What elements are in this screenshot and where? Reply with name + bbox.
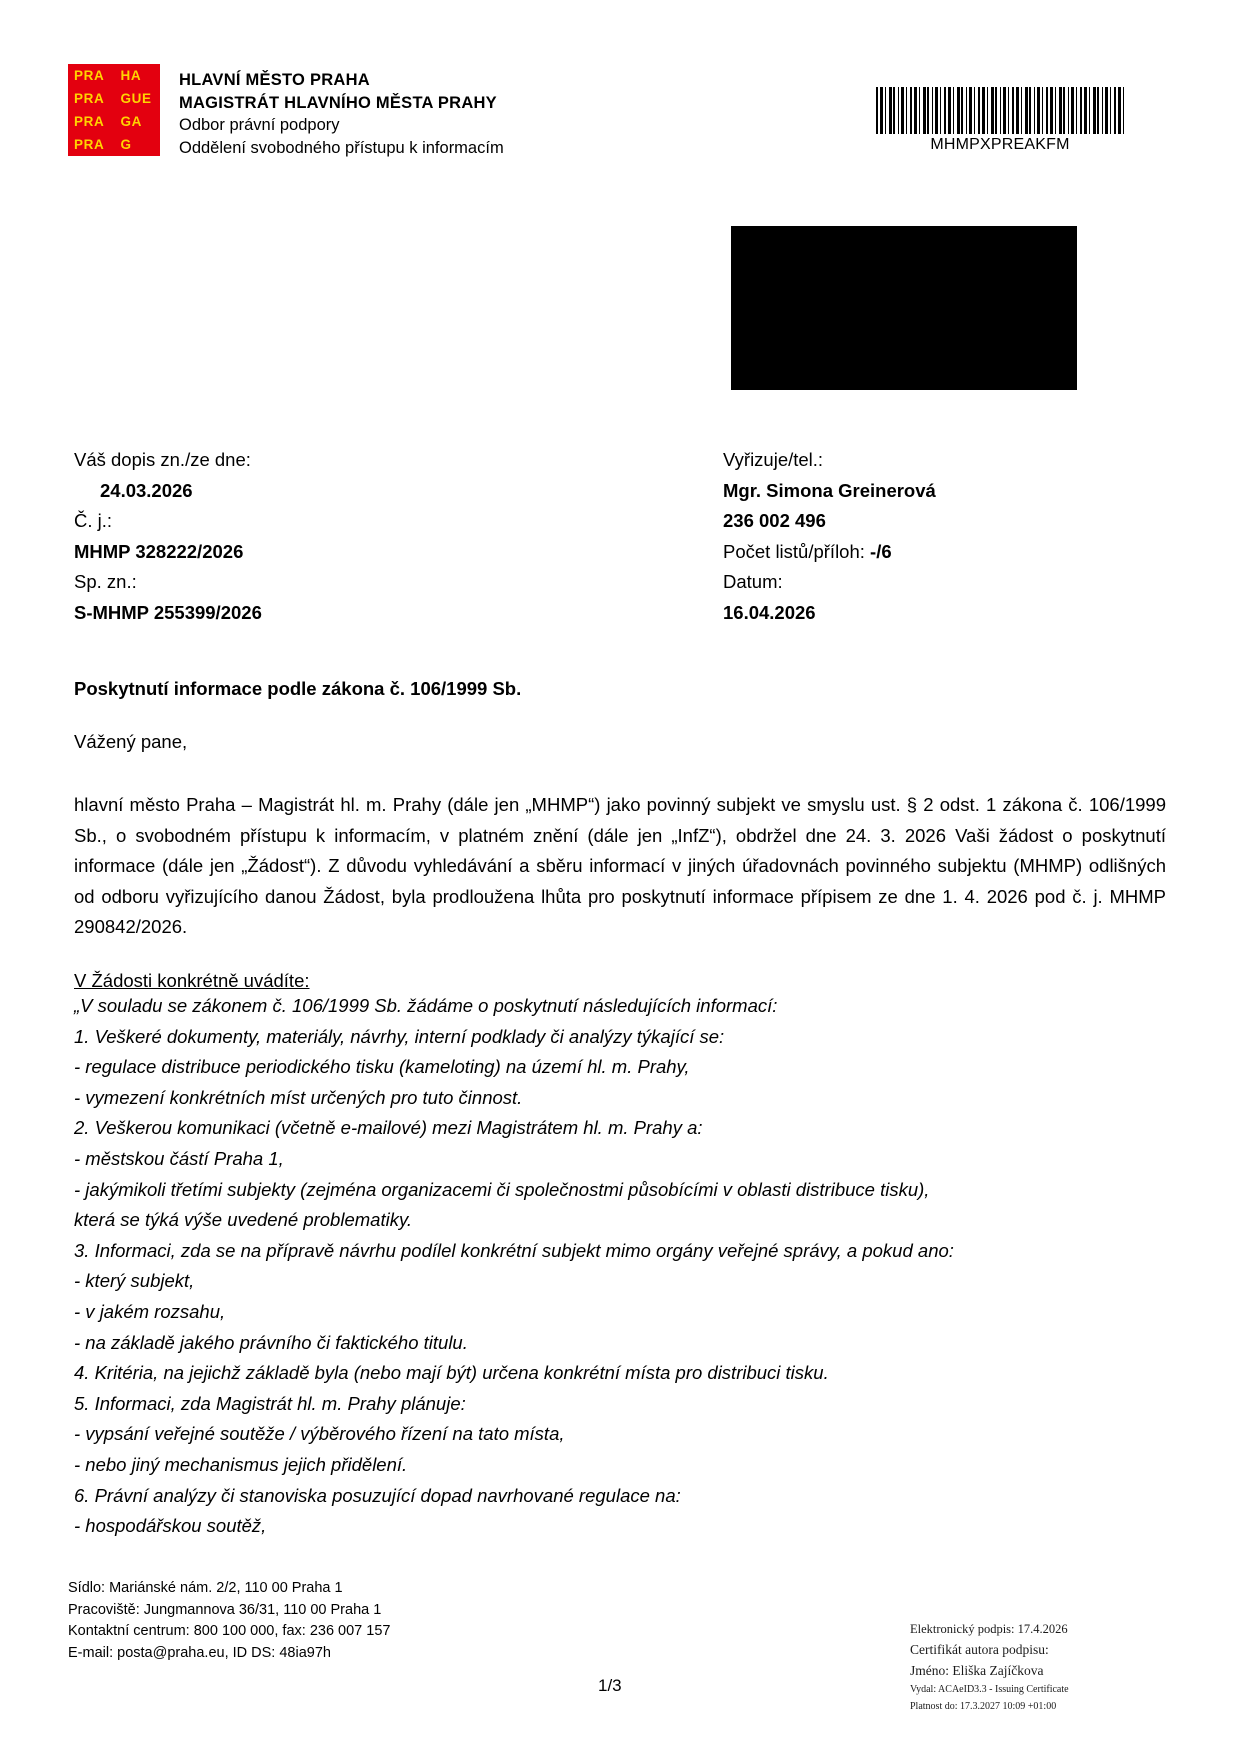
quote-line: - nebo jiný mechanismus jejich přidělení. [74,1453,408,1475]
logo-cell-ga: GA [116,110,161,133]
barcode-label: MHMPXPREAKFM [930,136,1070,153]
quote-line: - vypsání veřejné soutěže / výběrového řízení na tato místa, [74,1423,565,1445]
signature-certificate-label: Certifikát autora podpisu: [910,1642,1049,1657]
footer-contact-block [68,1578,390,1664]
org-line-authority: MAGISTRÁT HLAVNÍHO MĚSTA PRAHY [179,93,497,112]
sheet-count-value: -/6 [870,540,892,562]
quote-line: - regulace distribuce periodického tisku (kameloting) na území hl. m. Prahy, [74,1056,690,1078]
barcode-image [876,87,1124,134]
page-number: 1/3 [598,1676,622,1695]
signature-name: Jméno: Eliška Zajíčkova [910,1663,1044,1678]
date-value: 16.04.2026 [723,601,816,623]
handler-phone: 236 002 496 [723,510,826,531]
quote-line: - vymezení konkrétních míst určených pro tuto činnost. [74,1086,523,1108]
request-quote-heading: V Žádosti konkrétně uvádíte: [74,970,310,991]
signature-validity: Platnost do: 17.3.2027 10:09 +01:00 [910,1701,1057,1712]
footer-line-contact-centre: Kontaktní centrum: 800 100 000, fax: 236 007 157 [68,1623,391,1639]
quote-line: 1. Veškeré dokumenty, materiály, návrhy, interní podklady či analýzy týkající se: [74,1025,725,1047]
reference-block-left [74,445,494,628]
your-letter-label: Váš dopis zn./ze dne: [74,449,251,470]
handler-name: Mgr. Simona Greinerová [723,479,936,501]
barcode-block [876,87,1124,155]
quote-line: - hospodářskou soutěž, [74,1515,267,1537]
org-line-department: Odbor právní podpory [179,116,340,134]
letter-subject: Poskytnutí informace podle zákona č. 106/1999 Sb. [74,678,522,699]
signature-issuer: Vydal: ACAeID3.3 - Issuing Certificate [910,1684,1069,1695]
footer-line-seat: Sídlo: Mariánské nám. 2/2, 110 00 Praha 1 [68,1580,343,1596]
logo-cell-pra-3: PRA [74,114,105,129]
ref-number-label: Č. j.: [74,510,113,531]
letter-main-paragraph: hlavní město Praha – Magistrát hl. m. Prahy (dále jen „MHMP“) jako povinný subjekt ve smyslu ust. § 2 odst. 1 zákona č. 106/1999 Sb., o svobodném přístupu k informacím, v platném znění (dále jen „InfZ“), obdržel dne 24. 3. 2026 Vaši žádost o poskytnutí informace (dále jen „Žádost“). Z důvodu vyhledávání a sběru informací v jiných úřadovnách povinného subjektu (MHMP) odlišných od odboru vyřizujícího danou Žádost, byla prodloužena lhůta pro poskytnutí informace přípisem ze dne 1. 4. 2026 pod č. j. MHMP 290842/2026. [74,794,1166,937]
quote-line: 3. Informaci, zda se na přípravě návrhu podílel konkrétní subjekt mimo orgány veřejné správy, a pokud ano: [74,1239,954,1261]
quote-line: - který subjekt, [74,1270,195,1292]
quote-line: 6. Právní analýzy či stanoviska posuzující dopad navrhované regulace na: [74,1484,681,1506]
logo-cell-pra-2: PRA [74,91,105,106]
date-label: Datum: [723,571,783,592]
letterhead-header [68,64,504,159]
footer-line-email: E-mail: posta@praha.eu, ID DS: 48ia97h [68,1644,331,1661]
logo-cell-pra-1: PRA [74,68,105,83]
organization-block [179,64,504,159]
logo-cell-gue: GUE [116,87,161,110]
quote-line: - jakýmikoli třetími subjekty (zejména organizacemi či společnostmi působícími v oblasti distribuce tisku), [74,1178,930,1200]
logo-cell-g: G [116,133,161,156]
logo-cell-ha: HA [116,64,161,87]
quote-line: - v jakém rozsahu, [74,1300,226,1322]
sheet-count-label: Počet listů/příloh: [723,540,871,562]
handler-label: Vyřizuje/tel.: [723,449,824,470]
your-letter-date: 24.03.2026 [100,479,193,501]
request-quote-list [74,991,1166,1542]
file-number-value: S-MHMP 255399/2026 [74,601,262,623]
file-number-label: Sp. zn.: [74,571,137,592]
electronic-signature-block [910,1620,1210,1715]
quote-line: 2. Veškerou komunikaci (včetně e-mailové) mezi Magistrátem hl. m. Prahy a: [74,1117,703,1139]
quote-line: 4. Kritéria, na jejichž základě byla (nebo mají být) určena konkrétní místa pro distribuci tisku. [74,1362,829,1384]
footer-line-office: Pracoviště: Jungmannova 36/31, 110 00 Praha 1 [68,1601,382,1618]
quote-line: „V souladu se zákonem č. 106/1999 Sb. žádáme o poskytnutí následujících informací: [74,995,778,1016]
sheet-count-line [723,537,1143,568]
reference-block-right [723,445,1143,628]
org-line-unit: Oddělení svobodného přístupu k informacím [179,138,504,157]
signature-date: Elektronický podpis: 17.4.2026 [910,1622,1068,1636]
prague-city-logo [68,64,160,156]
quote-line: - na základě jakého právního či faktického titulu. [74,1331,468,1353]
quote-line: která se týká výše uvedené problematiky. [74,1209,412,1231]
quote-line: 5. Informaci, zda Magistrát hl. m. Prahy plánuje: [74,1392,466,1414]
redacted-recipient-address [731,226,1077,390]
quote-line: - městskou částí Praha 1, [74,1147,284,1169]
letter-salutation: Vážený pane, [74,731,188,752]
logo-cell-pra-4: PRA [74,137,105,152]
org-line-city: HLAVNÍ MĚSTO PRAHA [179,71,370,89]
ref-number-value: MHMP 328222/2026 [74,540,244,562]
